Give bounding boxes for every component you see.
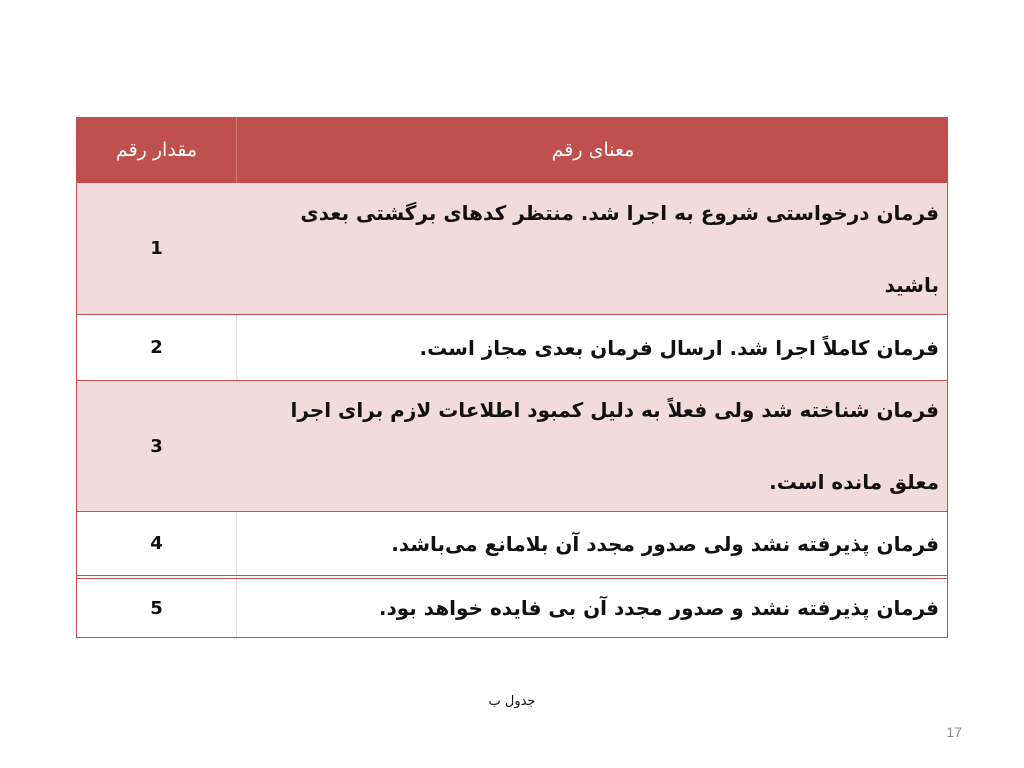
table-row	[77, 575, 947, 637]
row-description	[237, 381, 947, 511]
row-value: 4	[77, 512, 237, 575]
header-description: معنای رقم	[551, 139, 635, 161]
row-value: 3	[77, 381, 237, 511]
row-value: 1	[77, 183, 237, 314]
row-description	[237, 183, 947, 314]
codes-table	[76, 117, 948, 638]
row-description	[237, 579, 947, 637]
row-description-text: فرمان درخواستی شروع به اجرا شد. منتظر کدهای برگشتی بعدی باشید	[300, 200, 939, 297]
page-number: 17	[946, 724, 962, 740]
row-value: 5	[77, 579, 237, 637]
table-row	[77, 511, 947, 575]
row-description-text: فرمان پذیرفته نشد و صدور مجدد آن بی فایده خواهد بود.	[378, 596, 939, 620]
table-caption: جدول ب	[488, 694, 536, 709]
row-value: 2	[77, 315, 237, 380]
row-description-text: فرمان کاملاً اجرا شد. ارسال فرمان بعدی مجاز است.	[419, 335, 939, 360]
header-value: مقدار رقم	[77, 117, 237, 183]
table-row	[77, 183, 947, 314]
table-row	[77, 380, 947, 511]
row-description-text: فرمان شناخته شد ولی فعلاً به دلیل کمبود اطلاعات لازم برای اجرا معلق مانده است.	[290, 398, 939, 494]
row-description	[237, 512, 947, 575]
table-header-row	[77, 117, 947, 183]
table-row	[77, 314, 947, 380]
row-description-text: فرمان پذیرفته نشد ولی صدور مجدد آن بلامانع می‌باشد.	[391, 531, 939, 556]
row-description	[237, 315, 947, 380]
